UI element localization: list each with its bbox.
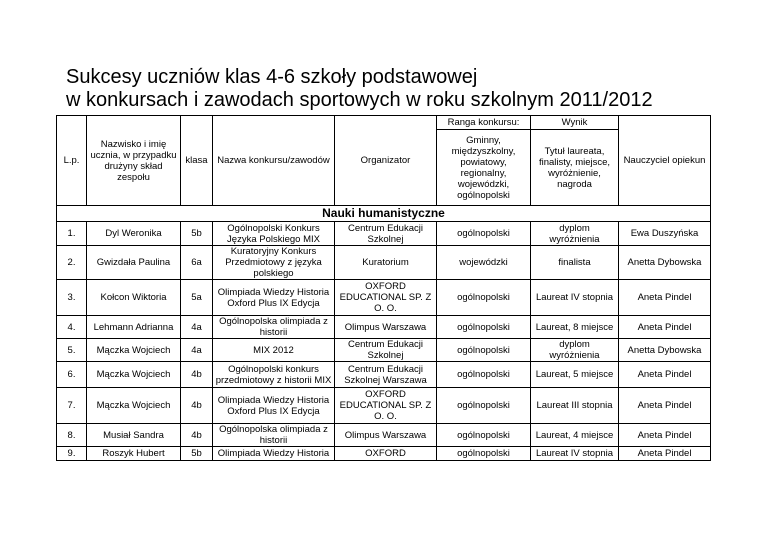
cell-klasa: 5a xyxy=(181,280,213,316)
cell-name: Mączka Wojciech xyxy=(87,339,181,362)
cell-lp: 1. xyxy=(57,222,87,246)
cell-lp: 2. xyxy=(57,246,87,280)
table-row xyxy=(57,339,711,362)
cell-konkurs: Olimpiada Wiedzy Historia xyxy=(213,447,335,461)
section-row xyxy=(57,206,711,222)
cell-konkurs: MIX 2012 xyxy=(213,339,335,362)
cell-ranga: ogólnopolski xyxy=(437,362,531,388)
table-row xyxy=(57,222,711,246)
table-row xyxy=(57,246,711,280)
cell-org: OXFORD EDUCATIONAL SP. Z O. O. xyxy=(335,388,437,424)
cell-wynik: Laureat III stopnia xyxy=(531,388,619,424)
cell-klasa: 4a xyxy=(181,316,213,339)
cell-lp: 9. xyxy=(57,447,87,461)
cell-org: Centrum Edukacji Szkolnej xyxy=(335,339,437,362)
cell-konkurs: Ogólnopolski Konkurs Języka Polskiego MIX xyxy=(213,222,335,246)
header-wynik-label: Wynik xyxy=(531,116,619,130)
header-organizator: Organizator xyxy=(335,116,437,206)
cell-wynik: dyplom wyróżnienia xyxy=(531,339,619,362)
cell-opiekun: Aneta Pindel xyxy=(619,316,711,339)
cell-org: OXFORD EDUCATIONAL SP. Z O. O. xyxy=(335,280,437,316)
cell-ranga: ogólnopolski xyxy=(437,424,531,447)
cell-org: OXFORD xyxy=(335,447,437,461)
cell-opiekun: Aneta Pindel xyxy=(619,280,711,316)
cell-ranga: wojewódzki xyxy=(437,246,531,280)
cell-org: Olimpus Warszawa xyxy=(335,316,437,339)
header-ranga-label: Ranga konkursu: xyxy=(437,116,531,130)
cell-opiekun: Aneta Pindel xyxy=(619,388,711,424)
header-lp: L.p. xyxy=(57,116,87,206)
header-nazwa: Nazwa konkursu/zawodów xyxy=(213,116,335,206)
table-row xyxy=(57,362,711,388)
cell-name: Kołcon Wiktoria xyxy=(87,280,181,316)
cell-klasa: 4b xyxy=(181,424,213,447)
header-row-top xyxy=(57,116,711,130)
cell-lp: 6. xyxy=(57,362,87,388)
cell-opiekun: Anetta Dybowska xyxy=(619,246,711,280)
table-row xyxy=(57,424,711,447)
section-title: Nauki humanistyczne xyxy=(57,206,711,222)
cell-lp: 5. xyxy=(57,339,87,362)
cell-klasa: 4a xyxy=(181,339,213,362)
cell-org: Centrum Edukacji Szkolnej xyxy=(335,222,437,246)
cell-ranga: ogólnopolski xyxy=(437,316,531,339)
cell-opiekun: Aneta Pindel xyxy=(619,362,711,388)
cell-konkurs: Kuratoryjny Konkurs Przedmiotowy z języka polskiego xyxy=(213,246,335,280)
cell-klasa: 6a xyxy=(181,246,213,280)
cell-klasa: 5b xyxy=(181,222,213,246)
cell-konkurs: Olimpiada Wiedzy Historia Oxford Plus IX Edycja xyxy=(213,280,335,316)
cell-wynik: Laureat, 5 miejsce xyxy=(531,362,619,388)
cell-wynik: finalista xyxy=(531,246,619,280)
cell-name: Musiał Sandra xyxy=(87,424,181,447)
table-row xyxy=(57,280,711,316)
cell-wynik: Laureat, 4 miejsce xyxy=(531,424,619,447)
cell-ranga: ogólnopolski xyxy=(437,447,531,461)
table-row xyxy=(57,316,711,339)
title-line-2: w konkursach i zawodach sportowych w roku szkolnym 2011/2012 xyxy=(66,89,653,111)
cell-ranga: ogólnopolski xyxy=(437,280,531,316)
cell-klasa: 5b xyxy=(181,447,213,461)
table-body xyxy=(57,116,711,461)
cell-wynik: Laureat IV stopnia xyxy=(531,447,619,461)
cell-name: Mączka Wojciech xyxy=(87,362,181,388)
cell-wynik: dyplom wyróżnienia xyxy=(531,222,619,246)
cell-lp: 8. xyxy=(57,424,87,447)
cell-lp: 4. xyxy=(57,316,87,339)
cell-org: Kuratorium xyxy=(335,246,437,280)
cell-klasa: 4b xyxy=(181,388,213,424)
cell-name: Dyl Weronika xyxy=(87,222,181,246)
cell-name: Gwizdała Paulina xyxy=(87,246,181,280)
cell-org: Centrum Edukacji Szkolnej Warszawa xyxy=(335,362,437,388)
results-table xyxy=(56,115,711,461)
cell-name: Mączka Wojciech xyxy=(87,388,181,424)
title-line-1: Sukcesy uczniów klas 4-6 szkoły podstawowej xyxy=(66,66,478,88)
cell-konkurs: Ogólnopolski konkurs przedmiotowy z historii MIX xyxy=(213,362,335,388)
cell-konkurs: Olimpiada Wiedzy Historia Oxford Plus IX Edycja xyxy=(213,388,335,424)
cell-wynik: Laureat IV stopnia xyxy=(531,280,619,316)
cell-ranga: ogólnopolski xyxy=(437,222,531,246)
cell-lp: 7. xyxy=(57,388,87,424)
header-klasa: klasa xyxy=(181,116,213,206)
table-row xyxy=(57,388,711,424)
cell-opiekun: Anetta Dybowska xyxy=(619,339,711,362)
cell-lp: 3. xyxy=(57,280,87,316)
header-nauczyciel: Nauczyciel opiekun xyxy=(619,116,711,206)
cell-name: Roszyk Hubert xyxy=(87,447,181,461)
cell-opiekun: Ewa Duszyńska xyxy=(619,222,711,246)
header-ranga: Gminny, międzyszkolny, powiatowy, regionalny, wojewódzki, ogólnopolski xyxy=(437,130,531,206)
cell-opiekun: Aneta Pindel xyxy=(619,447,711,461)
cell-ranga: ogólnopolski xyxy=(437,388,531,424)
cell-wynik: Laureat, 8 miejsce xyxy=(531,316,619,339)
cell-opiekun: Aneta Pindel xyxy=(619,424,711,447)
header-tytul: Tytuł laureata, finalisty, miejsce, wyróżnienie, nagroda xyxy=(531,130,619,206)
header-nazwisko: Nazwisko i imię ucznia, w przypadku drużyny skład zespołu xyxy=(87,116,181,206)
cell-klasa: 4b xyxy=(181,362,213,388)
cell-konkurs: Ogólnopolska olimpiada z historii xyxy=(213,424,335,447)
cell-name: Lehmann Adrianna xyxy=(87,316,181,339)
cell-konkurs: Ogólnopolska olimpiada z historii xyxy=(213,316,335,339)
table-row xyxy=(57,447,711,461)
page-title xyxy=(66,66,653,112)
cell-ranga: ogólnopolski xyxy=(437,339,531,362)
cell-org: Olimpus Warszawa xyxy=(335,424,437,447)
